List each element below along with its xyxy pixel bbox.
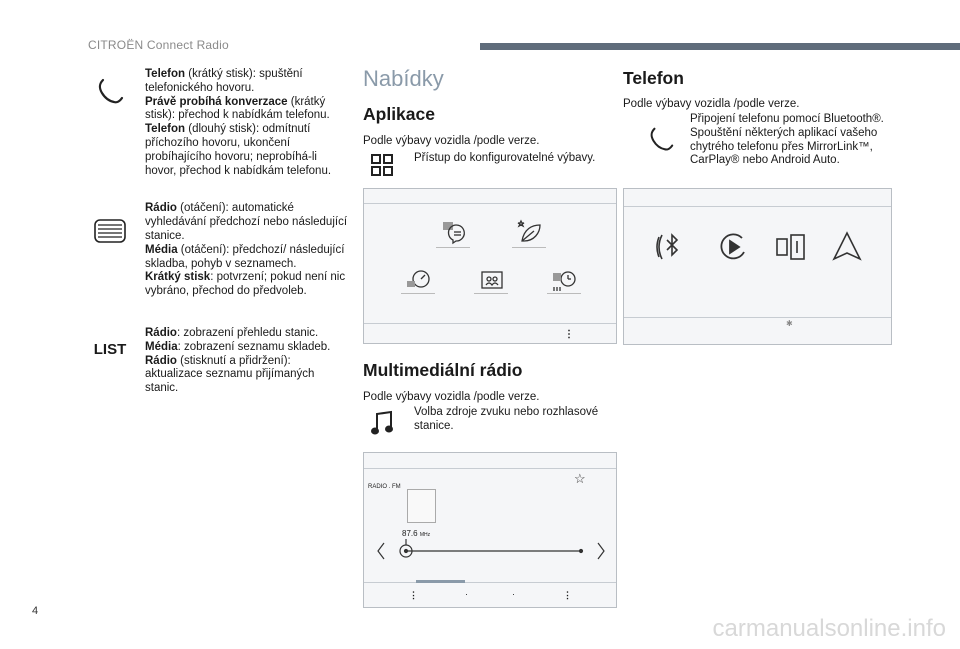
radio-heading: Multimediální rádio [363, 359, 523, 380]
page-number: 4 [32, 605, 39, 617]
phone-intro: Podle výbavy vozidla /podle verze. [623, 98, 800, 110]
apps-screen [363, 188, 617, 344]
frequency-slider[interactable] [374, 537, 608, 563]
phone-desc-item: Připojení telefonu pomocí Bluetooth®. Spouštění některých aplikací vašeho chytrého telefonu přes MirrorLink™, CarPlay® nebo Android Auto. [623, 113, 893, 168]
radio-band-label: RADIO . FM [368, 484, 401, 491]
phone-screen [623, 188, 892, 345]
connected-apps-icon[interactable] [441, 219, 469, 245]
phone-icon [647, 125, 675, 158]
bluetooth-icon[interactable] [654, 229, 690, 265]
controls-column [88, 62, 350, 396]
wheel-control-desc: Rádio (otáčení): automatické vyhledávání předchozí nebo následující stanice. Média (otáčení): předchozí/ následující skladba, pohyb v seznamech. Krátký stisk: potvrzení; pokud není nic vybráno, přechod do předvoleb. [88, 202, 350, 299]
header-bar [480, 43, 960, 50]
phone-column [623, 62, 893, 345]
menus-column [363, 62, 618, 608]
contacts-card-icon[interactable] [480, 269, 504, 291]
mirrorlink-icon[interactable] [774, 231, 808, 263]
radio-intro: Podle výbavy vozidla /podle verze. [363, 390, 540, 403]
phone-control-desc: Telefon (krátký stisk): spuštění telefonického hovoru. Právě probíhá konverzace (krátký stisk): přechod k nabídkám telefonu. Telefon (dlouhý stisk): odmítnutí příchozího hovoru, ukončení probíhajícího hovoru; neprobíhá-li hovor, přechod k nabídkám telefonu. [88, 68, 350, 178]
phone-heading: Telefon [623, 68, 684, 88]
radio-screen [363, 452, 617, 608]
music-note-icon [371, 410, 395, 441]
phone-icon [88, 76, 132, 106]
apps-grid-icon [371, 154, 393, 181]
list-button-label: LIST [93, 340, 127, 358]
more-options-icon[interactable]: ⋮ [564, 328, 574, 340]
watermark: carmanualsonline.info [712, 615, 946, 642]
radio-desc-item: Volba zdroje zvuku nebo rozhlasové stanice. [363, 406, 618, 434]
apps-desc-item: Přístup do konfigurovatelné výbavy. [363, 152, 618, 166]
frequency-readout: 87.6 MHz [402, 529, 431, 539]
thumbwheel-icon [88, 218, 132, 244]
menus-title: Nabídky [363, 66, 444, 91]
android-auto-icon[interactable] [830, 229, 864, 263]
vehicle-settings-icon[interactable] [405, 267, 433, 293]
bottom-option-3[interactable]: · [512, 589, 515, 600]
bluetooth-status-icon: ✱ [786, 319, 793, 329]
bottom-option-4[interactable]: ⋮ [563, 590, 572, 601]
carplay-icon[interactable] [716, 230, 750, 264]
climate-timer-icon[interactable] [550, 267, 578, 293]
apps-intro: Podle výbavy vozidla /podle verze. [363, 135, 540, 147]
apps-heading: Aplikace [363, 104, 435, 124]
eco-leaf-icon[interactable] [516, 219, 544, 245]
station-art-placeholder [407, 489, 436, 523]
favorite-star-icon[interactable]: ☆ [574, 471, 586, 487]
active-tab-indicator [416, 580, 465, 583]
list-control-desc: LIST Rádio: zobrazení přehledu stanic. Média: zobrazení seznamu skladeb. Rádio (stisknutí a přidržení): aktualizace seznamu přijímaných stanic. [88, 327, 350, 396]
bottom-option-1[interactable]: ⋮ [409, 590, 418, 601]
bottom-option-2[interactable]: · [465, 589, 468, 600]
page-header-title: CITROËN Connect Radio [88, 38, 229, 52]
